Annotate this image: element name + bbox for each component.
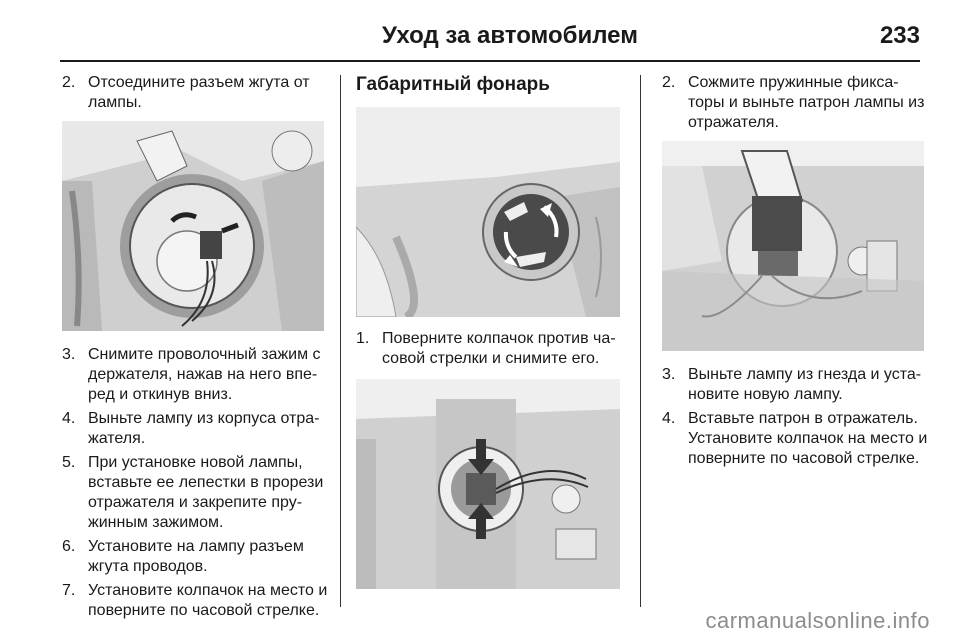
- column-divider-left: [340, 75, 341, 607]
- column-divider-right: [640, 75, 641, 607]
- page-number: 233: [879, 22, 920, 49]
- figure-parking-light-socket: [356, 379, 620, 589]
- left-column: [62, 73, 330, 625]
- step-4-parking-light: 4. Вставьте патрон в отражатель. Установите колпачок на место и поверните по часовой стрелке.: [662, 410, 928, 467]
- step-2-headlamp: 2. Отсоедините разъем жгута от лампы.: [62, 74, 310, 111]
- figure-parking-light-cap: [356, 107, 620, 317]
- figure-headlamp-connector: [62, 121, 324, 331]
- step-5-headlamp: 5. При установке новой лампы, вставьте ее лепестки в прорези отражателя и закрепите пру- жинным зажимом.: [62, 454, 324, 531]
- section-title-parking-light: Габаритный фонарь: [356, 74, 550, 95]
- step-1-parking-light: 1. Поверните колпачок против ча- совой стрелки и снимите его.: [356, 330, 616, 367]
- page-header: [60, 12, 920, 62]
- middle-column: [356, 73, 626, 589]
- right-column: [662, 73, 930, 473]
- watermark: carmanualsonline.info: [705, 608, 930, 633]
- step-2-parking-light: 2. Сожмите пружинные фикса- торы и выньте патрон лампы из отражателя.: [662, 74, 925, 131]
- step-6-headlamp: 6. Установите на лампу разъем жгута проводов.: [62, 538, 304, 575]
- step-3-headlamp: 3. Снимите проволочный зажим с держателя, нажав на него впе- ред и откинув вниз.: [62, 346, 321, 403]
- page-title: Уход за автомобилем: [382, 22, 638, 49]
- step-4-headlamp: 4. Выньте лампу из корпуса отра- жателя.: [62, 410, 320, 447]
- step-3-parking-light: 3. Выньте лампу из гнезда и уста- новите новую лампу.: [662, 366, 922, 403]
- figure-parking-light-bulb: [662, 141, 924, 351]
- step-7-headlamp: 7. Установите колпачок на место и поверните по часовой стрелке.: [62, 582, 328, 619]
